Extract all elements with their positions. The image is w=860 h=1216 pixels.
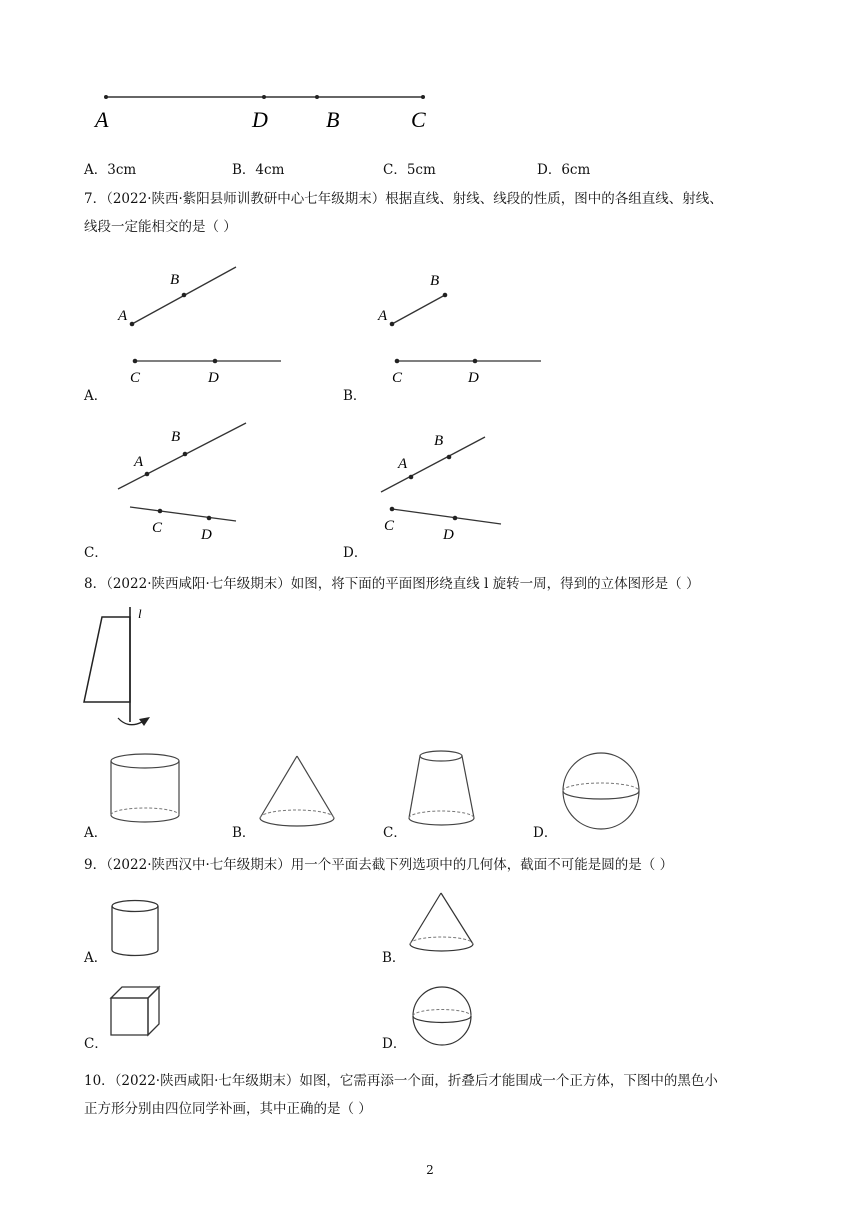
q7-stem-line1: 7．（2022·陕西·紫阳县师训教研中心七年级期末）根据直线、射线、线段的性质，图中的各组直线、射线、 (84, 191, 723, 207)
option-letter: C． (383, 162, 407, 178)
page-number: 2 (426, 1163, 434, 1177)
point-label: D (468, 370, 479, 386)
q10-stem-line1: 10．（2022·陕西咸阳·七年级期末）如图，它需再添一个面，折叠后才能围成一个正方体，下图中的黑色小 (84, 1073, 718, 1089)
point-label: C (392, 370, 403, 386)
option-letter: A． (84, 162, 108, 178)
option-letter: B． (232, 162, 256, 178)
q7-option-a[interactable]: A． (84, 388, 108, 404)
q7-stem-line2: 线段一定能相交的是（ ） (84, 219, 237, 235)
q6-option-d[interactable] (537, 158, 590, 178)
q8-frustum-option (403, 748, 483, 834)
q9-option-a[interactable]: A． (84, 950, 108, 966)
q9-cube-option (108, 984, 164, 1040)
q6-option-b[interactable] (232, 158, 284, 178)
point-label: D (443, 527, 454, 543)
option-text: 6cm (561, 162, 591, 178)
q9-option-d[interactable]: D． (382, 1036, 407, 1052)
point-label: A (134, 454, 144, 470)
axis-label: l (138, 606, 142, 621)
q7-option-c[interactable]: C． (84, 545, 108, 561)
point-label: B (434, 433, 444, 449)
q8-option-a[interactable]: A． (84, 825, 108, 841)
q6-option-a[interactable] (84, 158, 136, 178)
q7-figure-c (110, 420, 290, 545)
q6-segment-figure (85, 85, 445, 135)
q8-plane-figure (80, 605, 170, 735)
point-label: C (411, 107, 426, 132)
point-label: A (378, 308, 388, 324)
q9-option-c[interactable]: C． (84, 1036, 108, 1052)
q9-stem: 9．（2022·陕西汉中·七年级期末）用一个平面去截下列选项中的几何体，截面不可能是圆的是（ ） (84, 857, 674, 873)
q8-sphere-option (560, 750, 644, 834)
option-text: 3cm (107, 162, 137, 178)
point-label: B (326, 107, 340, 132)
point-label: B (171, 429, 181, 445)
q9-cylinder-option (108, 898, 164, 960)
option-text: 5cm (406, 162, 436, 178)
q8-cone-option (255, 752, 340, 832)
point-label: A (95, 107, 109, 132)
point-label: D (208, 370, 219, 386)
q8-cylinder-option (105, 752, 185, 832)
q7-figure-a (110, 262, 290, 387)
q9-sphere-option (410, 985, 474, 1049)
q7-option-d[interactable]: D． (343, 545, 368, 561)
q7-figure-d (372, 420, 552, 545)
q9-option-b[interactable]: B． (382, 950, 406, 966)
q10-stem-line2: 正方形分别由四位同学补画，其中正确的是（ ） (84, 1101, 372, 1117)
option-text: 4cm (255, 162, 285, 178)
q8-option-d[interactable]: D． (533, 825, 558, 841)
point-label: A (398, 456, 408, 472)
q9-cone-option (405, 890, 479, 958)
q7-figure-b (372, 262, 552, 387)
point-label: A (118, 308, 128, 324)
q8-option-c[interactable]: C． (383, 825, 407, 841)
option-letter: D． (537, 162, 562, 178)
point-label: C (152, 520, 163, 536)
point-label: D (201, 527, 212, 543)
point-label: B (170, 272, 180, 288)
point-label: B (430, 273, 440, 289)
q8-option-b[interactable]: B． (232, 825, 256, 841)
q6-option-c[interactable] (383, 158, 436, 178)
q7-option-b[interactable]: B． (343, 388, 367, 404)
q8-stem: 8．（2022·陕西咸阳·七年级期末）如图，将下面的平面图形绕直线 l 旋转一周，得到的立体图形是（ ） (84, 576, 700, 592)
point-label: D (252, 107, 268, 132)
point-label: C (130, 370, 141, 386)
point-label: C (384, 518, 395, 534)
